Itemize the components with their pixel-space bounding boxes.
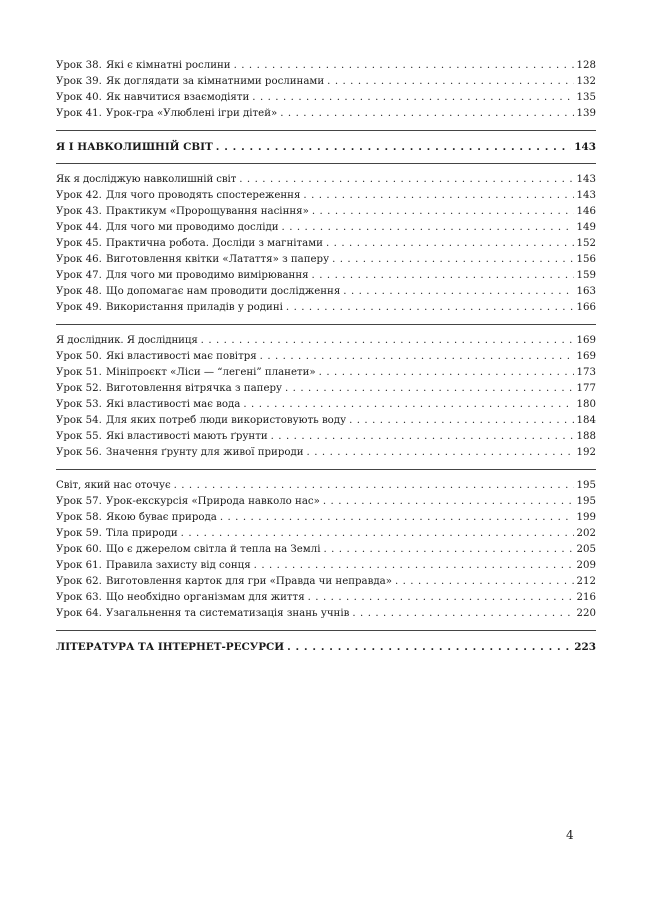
entry-title: Значення ґрунту для живої природи [106,447,304,458]
toc-entry [56,106,596,122]
lesson-number: Урок 56. [56,447,102,458]
toc-subsection-heading [56,333,596,349]
entry-page: 163 [576,286,596,297]
entry-title: Виготовлення вітрячка з паперу [106,383,282,394]
lesson-number: Урок 57. [56,496,102,507]
entry-page: 159 [576,270,596,281]
entry-title: Виготовлення квітки «Латаття» з паперу [106,254,330,265]
dot-leader [308,590,574,606]
dot-leader [287,639,571,655]
entry-page: 188 [576,431,596,442]
dot-leader [260,349,574,365]
entry-title: Я І НАВКОЛИШНІЙ СВІТ [56,141,213,153]
entry-page: 216 [576,592,596,603]
entry-title: Для чого ми проводимо вимірювання [106,270,309,281]
lesson-number: Урок 58. [56,512,102,523]
entry-title: Практикум «Пророщування насіння» [106,206,309,217]
entry-title: Які є кімнатні рослини [106,60,231,71]
entry-title: Що допомагає нам проводити дослідження [106,286,341,297]
entry-page: 220 [576,608,596,619]
dot-leader [252,90,573,106]
dot-leader [220,510,574,526]
toc-entry [56,365,596,381]
toc-entry [56,381,596,397]
entry-page: 146 [576,206,596,217]
dot-leader [319,365,574,381]
dot-leader [234,58,574,74]
lesson-number: Урок 49. [56,302,102,313]
entry-title: Для яких потреб люди використовують воду [106,415,347,426]
entry-title: Що необхідно організмам для життя [106,592,305,603]
entry-title: Світ, який нас оточує [56,480,171,491]
entry-page: 152 [576,238,596,249]
toc-entry [56,510,596,526]
section-divider [56,324,596,325]
entry-title: Я дослідник. Я дослідниця [56,335,198,346]
dot-leader [282,220,574,236]
dot-leader [303,188,573,204]
toc-entry [56,542,596,558]
section-divider [56,130,596,131]
toc-entry [56,429,596,445]
dot-leader [201,333,574,349]
toc-entry [56,558,596,574]
dot-leader [216,139,572,155]
lesson-number: Урок 59. [56,528,102,539]
entry-page: 132 [576,76,596,87]
toc-entry [56,349,596,365]
dot-leader [174,478,574,494]
entry-title: ЛІТЕРАТУРА ТА ІНТЕРНЕТ-РЕСУРСИ [56,641,285,653]
entry-page: 199 [576,512,596,523]
dot-leader [352,606,573,622]
dot-leader [323,494,574,510]
dot-leader [343,284,573,300]
lesson-number: Урок 60. [56,544,102,555]
entry-page: 192 [576,447,596,458]
toc-entry [56,413,596,429]
toc-entry [56,574,596,590]
lesson-number: Урок 39. [56,76,102,87]
entry-page: 173 [576,367,596,378]
dot-leader [285,381,574,397]
entry-page: 177 [576,383,596,394]
toc-section-heading [56,639,596,655]
lesson-number: Урок 51. [56,367,102,378]
entry-page: 143 [576,174,596,185]
entry-page: 156 [576,254,596,265]
lesson-number: Урок 41. [56,108,102,119]
entry-page: 143 [574,141,596,153]
dot-leader [307,445,574,461]
lesson-number: Урок 62. [56,576,102,587]
section-divider [56,630,596,631]
entry-page: 135 [576,92,596,103]
entry-page: 212 [576,576,596,587]
entry-title: Тіла природи [106,528,178,539]
dot-leader [312,268,574,284]
entry-page: 209 [576,560,596,571]
dot-leader [395,574,574,590]
entry-title: Як доглядати за кімнатними рослинами [106,76,325,87]
entry-page: 223 [574,641,596,653]
entry-page: 195 [576,496,596,507]
entry-title: Урок-гра «Улюблені ігри дітей» [106,108,278,119]
lesson-number: Урок 44. [56,222,102,233]
entry-page: 180 [576,399,596,410]
lesson-number: Урок 52. [56,383,102,394]
dot-leader [349,413,573,429]
lesson-number: Урок 47. [56,270,102,281]
lesson-number: Урок 42. [56,190,102,201]
table-of-contents [56,58,596,655]
entry-title: Які властивості має повітря [106,351,257,362]
lesson-number: Урок 63. [56,592,102,603]
page-number: 4 [566,828,574,842]
entry-title: Які властивості мають ґрунти [106,431,268,442]
entry-title: Що є джерелом світла й тепла на Землі [106,544,321,555]
toc-entry [56,526,596,542]
entry-title: Виготовлення карток для гри «Правда чи неправда» [106,576,392,587]
toc-entry [56,268,596,284]
entry-title: Практична робота. Досліди з магнітами [106,238,323,249]
toc-subsection-heading [56,172,596,188]
entry-page: 139 [576,108,596,119]
toc-entry [56,606,596,622]
entry-title: Мініпроєкт «Ліси — “легені” планети» [106,367,316,378]
dot-leader [243,397,573,413]
toc-entry [56,397,596,413]
entry-page: 128 [576,60,596,71]
entry-title: Використання приладів у родині [106,302,283,313]
lesson-number: Урок 38. [56,60,102,71]
lesson-number: Урок 55. [56,431,102,442]
entry-page: 169 [576,335,596,346]
entry-page: 143 [576,190,596,201]
entry-title: Для чого проводять спостереження [106,190,301,201]
toc-entry [56,252,596,268]
dot-leader [271,429,574,445]
toc-entry [56,220,596,236]
entry-page: 205 [576,544,596,555]
lesson-number: Урок 43. [56,206,102,217]
entry-page: 149 [576,222,596,233]
dot-leader [323,542,573,558]
toc-entry [56,445,596,461]
lesson-number: Урок 64. [56,608,102,619]
dot-leader [326,236,574,252]
toc-entry [56,58,596,74]
lesson-number: Урок 53. [56,399,102,410]
toc-entry [56,204,596,220]
toc-entry [56,74,596,90]
dot-leader [286,300,574,316]
entry-page: 202 [576,528,596,539]
dot-leader [181,526,574,542]
entry-title: Для чого ми проводимо досліди [106,222,279,233]
toc-subsection-heading [56,478,596,494]
toc-entry [56,590,596,606]
lesson-number: Урок 50. [56,351,102,362]
entry-page: 184 [576,415,596,426]
lesson-number: Урок 48. [56,286,102,297]
lesson-number: Урок 61. [56,560,102,571]
entry-title: Якою буває природа [106,512,217,523]
dot-leader [239,172,573,188]
toc-entry [56,284,596,300]
toc-entry [56,494,596,510]
dot-leader [312,204,574,220]
lesson-number: Урок 46. [56,254,102,265]
entry-title: Як навчитися взаємодіяти [106,92,250,103]
dot-leader [254,558,574,574]
section-divider [56,163,596,164]
toc-section-heading [56,139,596,155]
entry-page: 169 [576,351,596,362]
entry-title: Як я досліджую навколишній світ [56,174,237,185]
entry-page: 195 [576,480,596,491]
toc-entry [56,300,596,316]
entry-page: 166 [576,302,596,313]
entry-title: Узагальнення та систематизація знань учнів [106,608,350,619]
dot-leader [332,252,573,268]
entry-title: Які властивості має вода [106,399,241,410]
dot-leader [280,106,573,122]
lesson-number: Урок 54. [56,415,102,426]
entry-title: Правила захисту від сонця [106,560,251,571]
entry-title: Урок-екскурсія «Природа навколо нас» [106,496,320,507]
toc-entry [56,236,596,252]
lesson-number: Урок 45. [56,238,102,249]
toc-entry [56,188,596,204]
lesson-number: Урок 40. [56,92,102,103]
toc-entry [56,90,596,106]
dot-leader [327,74,573,90]
section-divider [56,469,596,470]
